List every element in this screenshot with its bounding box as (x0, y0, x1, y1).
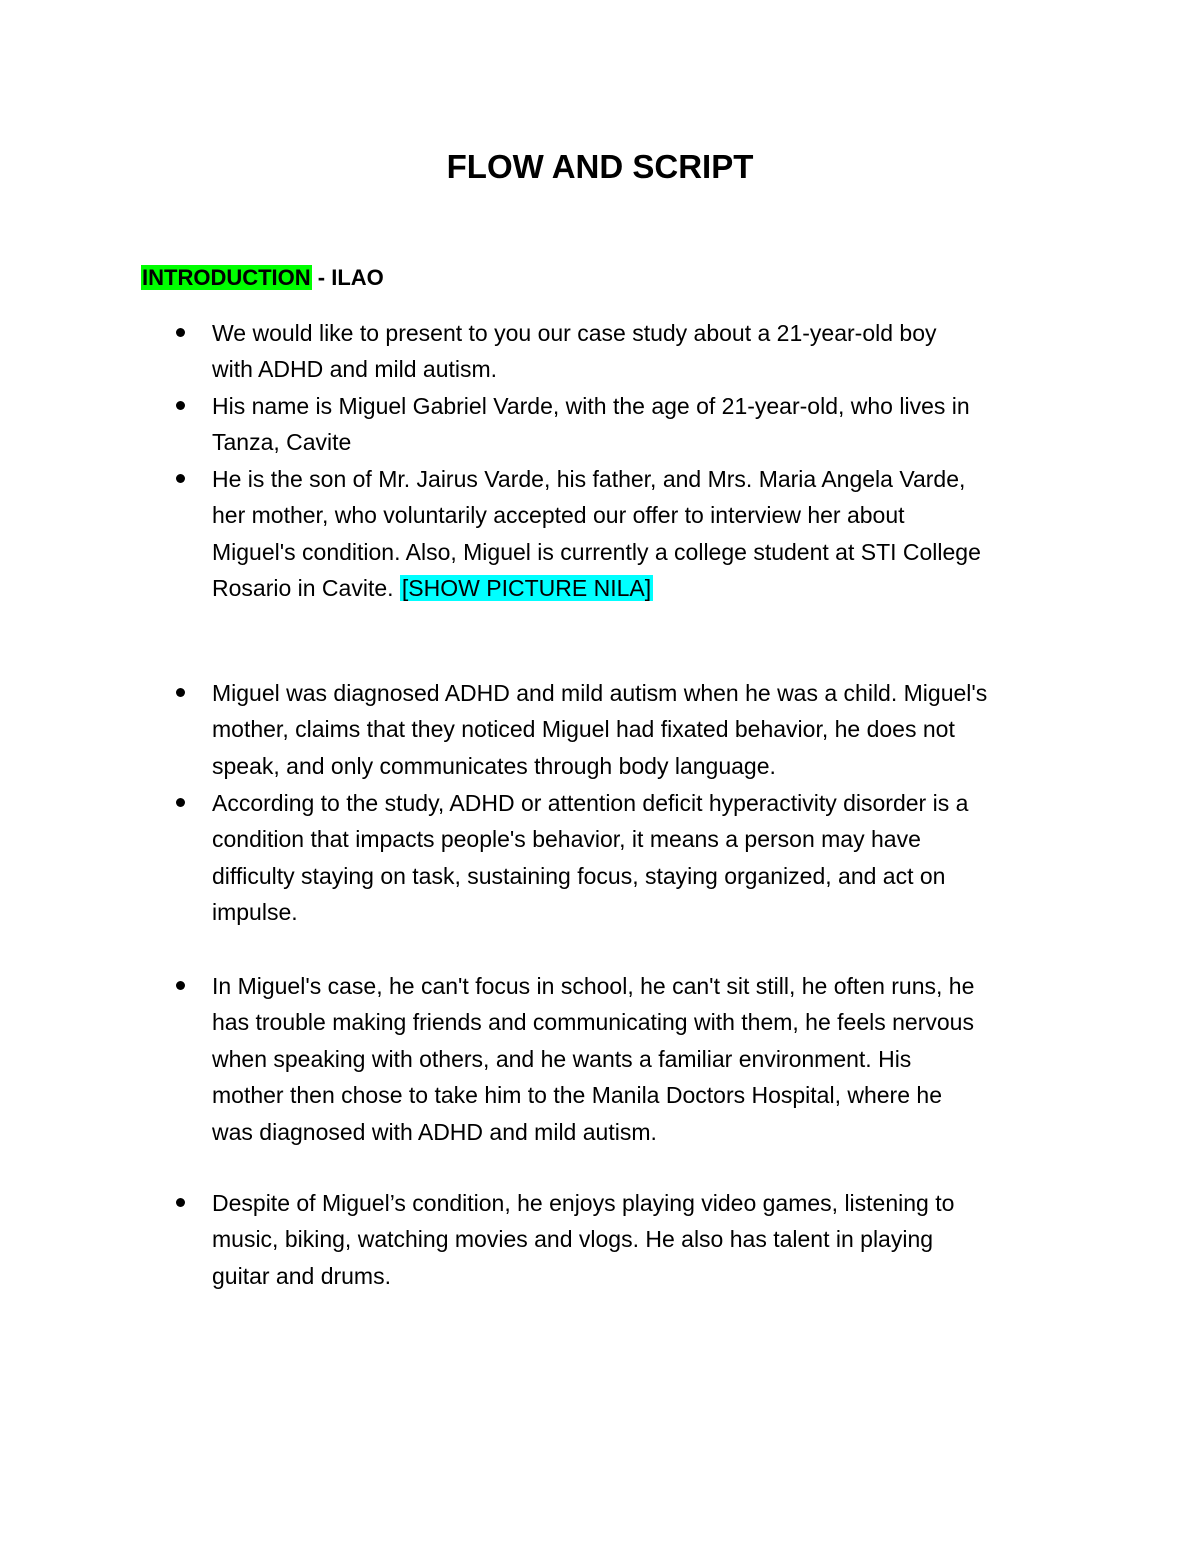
bullet-line: Miguel was diagnosed ADHD and mild autism when he was a child. Miguel's (212, 680, 988, 706)
bullet-line: has trouble making friends and communicating with them, he feels nervous (212, 1009, 974, 1036)
bullet-dot-icon (176, 401, 185, 410)
bullet-line: guitar and drums. (212, 1262, 391, 1289)
bullet-line: her mother, who voluntarily accepted our offer to interview her about (212, 502, 905, 529)
section-presenter: ILAO (331, 265, 384, 290)
bullet-line: In Miguel's case, he can't focus in school, he can't sit still, he often runs, he (212, 973, 975, 999)
bullet-item (212, 675, 1072, 784)
bullet-line: difficulty staying on task, sustaining focus, staying organized, and act on (212, 862, 946, 889)
document-title: FLOW AND SCRIPT (446, 148, 754, 185)
show-picture-cue: [SHOW PICTURE NILA] (401, 575, 652, 602)
section-heading (141, 263, 384, 293)
bullet-line: Miguel's condition. Also, Miguel is currently a college student at STI College (212, 538, 981, 565)
bullet-line: Tanza, Cavite (212, 429, 352, 456)
bullet-line: with ADHD and mild autism. (212, 356, 498, 383)
bullet-line: We would like to present to you our case study about a 21-year-old boy (212, 320, 937, 346)
bullet-dot-icon (176, 798, 185, 807)
section-label-highlight: INTRODUCTION (142, 265, 311, 290)
bullet-item (212, 315, 1072, 388)
bullet-line: speak, and only communicates through body language. (212, 752, 776, 779)
bullet-line: Rosario in Cavite. (212, 575, 400, 602)
bullet-line: mother, claims that they noticed Miguel had fixated behavior, he does not (212, 716, 955, 743)
section-separator: - (311, 265, 332, 290)
bullet-line: music, biking, watching movies and vlogs. He also has talent in playing (212, 1226, 934, 1253)
bullet-item (212, 968, 1072, 1150)
bullet-line: impulse. (212, 899, 298, 926)
bullet-dot-icon (176, 981, 185, 990)
bullet-dot-icon (176, 1198, 185, 1207)
bullet-item (212, 1185, 1072, 1294)
bullet-line: Despite of Miguel’s condition, he enjoys playing video games, listening to (212, 1190, 955, 1216)
bullet-item (212, 461, 1072, 607)
bullet-line: condition that impacts people's behavior, it means a person may have (212, 826, 921, 853)
bullet-dot-icon (176, 688, 185, 697)
bullet-line: mother then chose to take him to the Manila Doctors Hospital, where he (212, 1082, 942, 1109)
bullet-dot-icon (176, 474, 185, 483)
bullet-line: was diagnosed with ADHD and mild autism. (212, 1118, 657, 1145)
bullet-line: He is the son of Mr. Jairus Varde, his father, and Mrs. Maria Angela Varde, (212, 466, 966, 492)
bullet-line: According to the study, ADHD or attention deficit hyperactivity disorder is a (212, 790, 969, 816)
bullet-line: His name is Miguel Gabriel Varde, with the age of 21-year-old, who lives in (212, 393, 970, 419)
bullet-line: when speaking with others, and he wants a familiar environment. His (212, 1045, 912, 1072)
bullet-item (212, 785, 1072, 931)
bullet-item (212, 388, 1072, 461)
bullet-dot-icon (176, 328, 185, 337)
